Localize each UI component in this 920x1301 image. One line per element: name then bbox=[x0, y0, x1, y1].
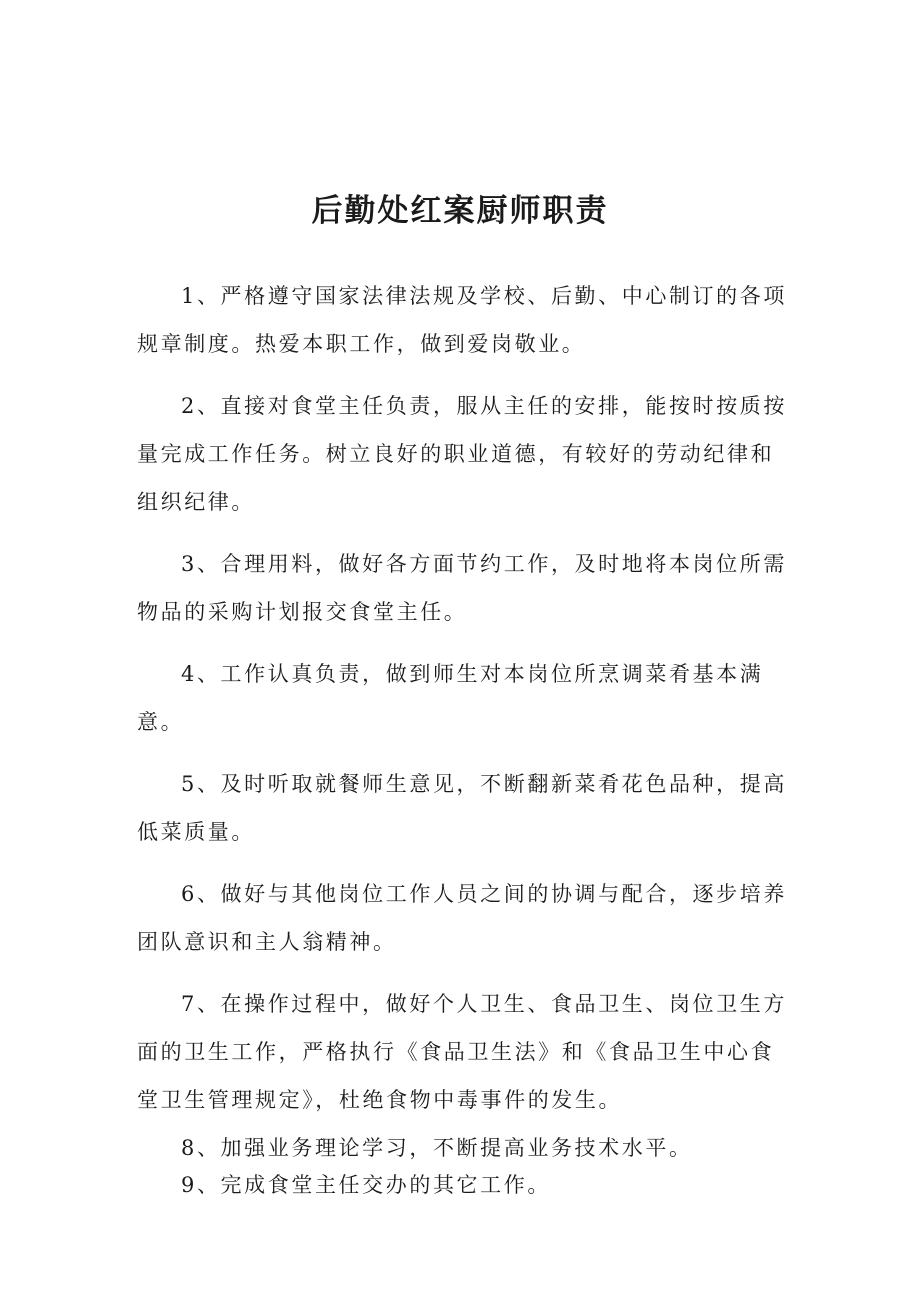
duty-item-4: 4、工作认真负责，做到师生对本岗位所烹调菜肴基本满意。 bbox=[137, 662, 764, 734]
duty-item-3: 3、合理用料，做好各方面节约工作，及时地将本岗位所需物品的采购计划报交食堂主任。 bbox=[137, 552, 787, 624]
document-title: 后勤处红案厨师职责 bbox=[311, 193, 609, 229]
duty-item-8: 8、加强业务理论学习，不断提高业务技术水平。 bbox=[181, 1136, 693, 1160]
document-body bbox=[137, 272, 797, 1204]
duty-item-5: 5、及时听取就餐师生意见，不断翻新菜肴花色品种，提高低菜质量。 bbox=[137, 772, 787, 844]
duty-item-2: 2、直接对食堂主任负责，服从主任的安排，能按时按质按量完成工作任务。树立良好的职业道德，有较好的劳动纪律和组织纪律。 bbox=[137, 394, 787, 514]
duty-item-9: 9、完成食堂主任交办的其它工作。 bbox=[181, 1173, 551, 1197]
duty-item-1: 1、严格遵守国家法律法规及学校、后勤、中心制订的各项规章制度。热爱本职工作，做到爱岗敬业。 bbox=[137, 284, 787, 356]
duty-item-6: 6、做好与其他岗位工作人员之间的协调与配合，逐步培养团队意识和主人翁精神。 bbox=[137, 882, 787, 954]
duty-item-7: 7、在操作过程中，做好个人卫生、食品卫生、岗位卫生方面的卫生工作，严格执行《食品卫生法》和《食品卫生中心食堂卫生管理规定》，杜绝食物中毒事件的发生。 bbox=[137, 992, 787, 1112]
